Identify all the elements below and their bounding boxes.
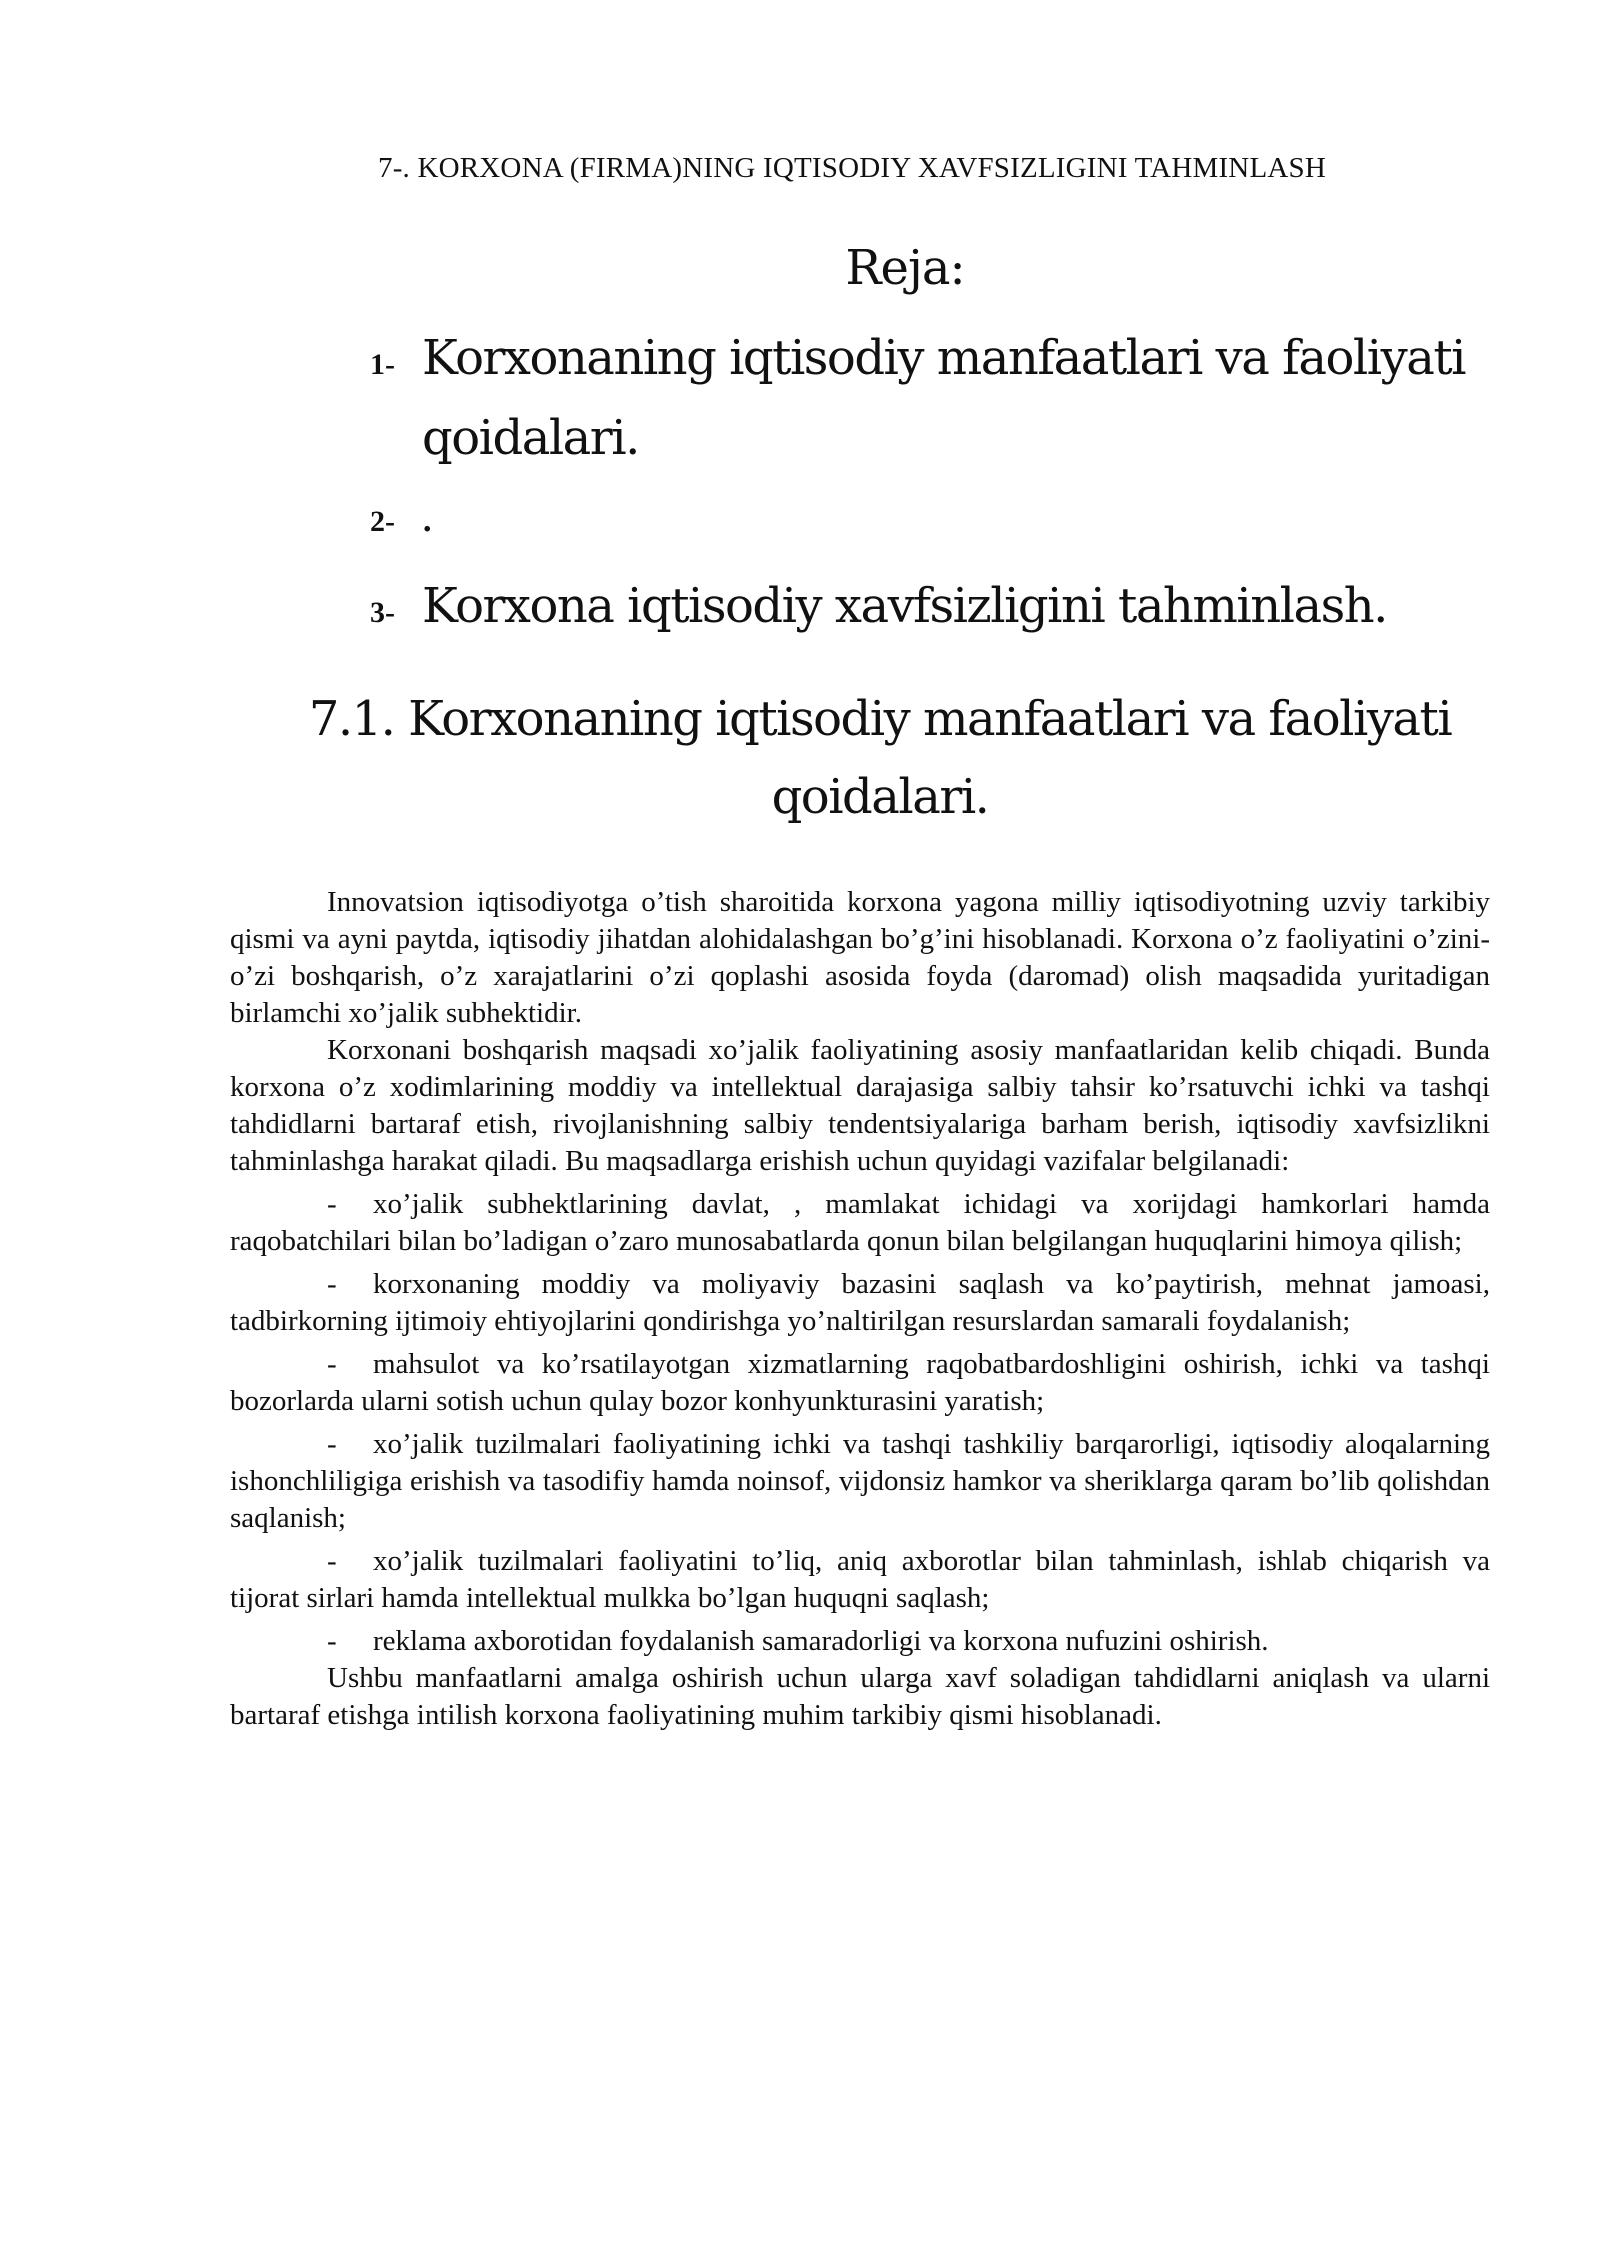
plan-item — [370, 318, 1520, 478]
bullet-item — [230, 1266, 1490, 1340]
bullet-text: reklama axborotidan foydalanish samaradorligi va korxona nufuzini oshirish. — [373, 1625, 1269, 1657]
plan-item-text: . — [422, 504, 431, 539]
bullet-item — [230, 1346, 1490, 1420]
bullet-item — [230, 1426, 1490, 1537]
dash-marker: - — [327, 1188, 337, 1220]
plan-item — [370, 500, 1520, 544]
section-title: 7.1. Korxonaning iqtisodiy manfaatlari va faoliyati qoidalari. — [308, 691, 1452, 825]
plan-item-number: 2- — [370, 505, 395, 538]
plan-item-text: Korxona iqtisodiy xavfsizligini tahminlash. — [422, 578, 1387, 634]
bullet-item — [230, 1623, 1490, 1660]
dash-marker: - — [327, 1268, 337, 1300]
bullet-text: korxonaning moddiy va moliyaviy bazasini saqlash va ko’paytirish, mehnat jamoasi, tadbirkorning ijtimoiy ehtiyojlarini qondirishga yo’naltirilgan resurslardan samarali foydalanish; — [230, 1268, 1490, 1337]
plan-item — [370, 566, 1520, 646]
paragraph: Ushbu manfaatlarni amalga oshirish uchun ularga xavf soladigan tahdidlarni aniqlash va ularni bartaraf etishga intilish korxona faoliyatining muhim tarkibiy qismi hisoblanadi. — [230, 1662, 1490, 1731]
plan-list — [370, 318, 1520, 668]
bullet-text: xo’jalik subhektlarining davlat, , mamlakat ichidagi va xorijdagi hamkorlari hamda raqobatchilari bilan bo’ladigan o’zaro munosabatlarda qonun bilan belgilangan huquqlarini himoya qilish; — [230, 1188, 1490, 1257]
bullet-text: xo’jalik tuzilmalari faoliyatini to’liq, aniq axborotlar bilan tahminlash, ishlab chiqarish va tijorat sirlari hamda intellektual mulkka bo’lgan huquqni saqlash; — [230, 1545, 1490, 1614]
bullet-item — [230, 1186, 1490, 1260]
dash-marker: - — [327, 1625, 337, 1657]
plan-item-number: 1- — [370, 348, 395, 381]
paragraph: Innovatsion iqtisodiyotga o’tish sharoitida korxona yagona milliy iqtisodiyotning uzviy tarkibiy qismi va ayni paytda, iqtisodiy jihatdan alohidalashgan bo’g’ini hisoblanadi. Korxona o’z faoliyatini o’zini-o’zi boshqarish, o’z xarajatlarini o’zi qoplashi asosida foyda (daromad) olish maqsadida yuritadigan birlamchi xo’jalik subhektidir. — [230, 886, 1490, 1029]
plan-item-text: Korxonaning iqtisodiy manfaatlari va faoliyati qoidalari. — [422, 330, 1465, 466]
dash-marker: - — [327, 1545, 337, 1577]
bullet-item — [230, 1543, 1490, 1617]
paragraph: Korxonani boshqarish maqsadi xo’jalik faoliyatining asosiy manfaatlaridan kelib chiqadi. Bunda korxona o’z xodimlarining moddiy va intellektual darajasiga salbiy tahsir ko’rsatuvchi ichki va tashqi tahdidlarni bartaraf etish, rivojlanishning salbiy tendentsiyalariga barham berish, iqtisodiy xavfsizlikni tahminlashga harakat qiladi. Bu maqsadlarga erishish uchun quyidagi vazifalar belgilanadi: — [230, 1034, 1490, 1177]
plan-item-number: 3- — [370, 596, 395, 629]
bullet-text: xo’jalik tuzilmalari faoliyatining ichki va tashqi tashkiliy barqarorligi, iqtisodiy aloqalarning ishonchliligiga erishish va tasodifiy hamda noinsof, vijdonsiz hamkor va sheriklarga qaram bo’lib qolishdan saqlanish; — [230, 1428, 1490, 1534]
bullet-text: mahsulot va ko’rsatilayotgan xizmatlarning raqobatbardoshligini oshirish, ichki va tashqi bozorlarda ularni sotish uchun qulay bozor konhyunkturasini yaratish; — [230, 1348, 1490, 1417]
chapter-title: 7-. KORXONA (FIRMA)NING IQTISODIY XAVFSIZLIGINI TAHMINLASH — [378, 152, 1326, 184]
dash-marker: - — [327, 1348, 337, 1380]
body-text — [230, 884, 1490, 1734]
dash-marker: - — [327, 1428, 337, 1460]
plan-title: Reja: — [845, 240, 965, 296]
